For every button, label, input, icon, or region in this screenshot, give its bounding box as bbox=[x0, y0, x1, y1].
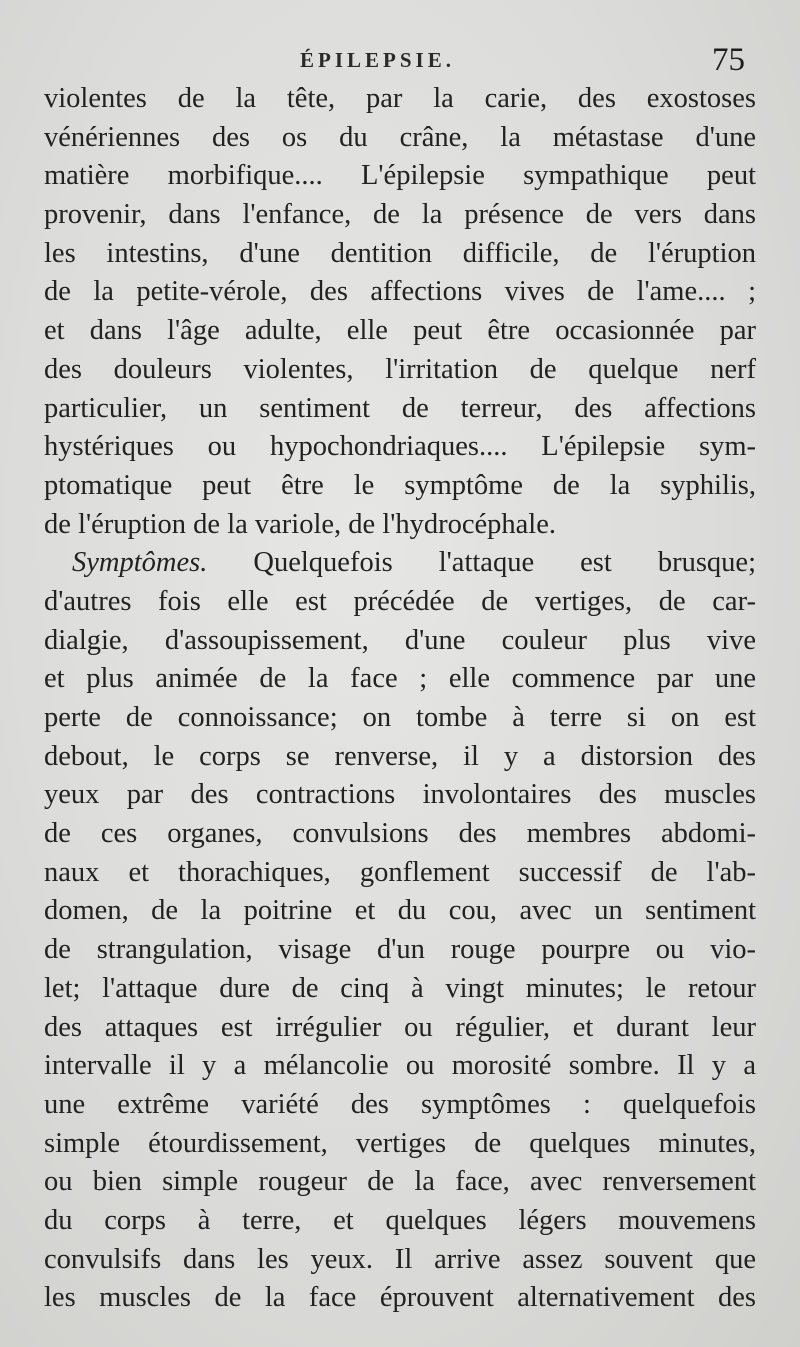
text-line: de l'éruption de la variole, de l'hydrocéphale. bbox=[44, 508, 556, 540]
running-title: ÉPILEPSIE. bbox=[300, 48, 455, 72]
text-fragment: Quelquefois l'attaque est brusque; bbox=[253, 547, 756, 579]
body-text bbox=[44, 80, 756, 1318]
text-line: de la petite-vérole, des affections vives de l'ame.... ; bbox=[44, 276, 756, 308]
text-line: une extrême variété des symptômes : quelquefois bbox=[44, 1088, 756, 1120]
text-line: les intestins, d'une dentition difficile, de l'éruption bbox=[44, 237, 756, 269]
text-line: let; l'attaque dure de cinq à vingt minutes; le retour bbox=[44, 972, 756, 1004]
text-line: des douleurs violentes, l'irritation de quelque nerf bbox=[44, 353, 756, 385]
text-line: matière morbifique.... L'épilepsie sympathique peut bbox=[44, 160, 756, 192]
text-line: de strangulation, visage d'un rouge pourpre ou vio- bbox=[44, 934, 756, 966]
text-line: d'autres fois elle est précédée de vertiges, de car- bbox=[44, 585, 756, 617]
text-line: violentes de la tête, par la carie, des exostoses bbox=[44, 83, 756, 114]
section-heading: Symptômes. bbox=[72, 547, 208, 579]
text-line: et plus animée de la face ; elle commence par une bbox=[44, 663, 756, 695]
text-line: simple étourdissement, vertiges de quelques minutes, bbox=[44, 1127, 756, 1159]
text-line: yeux par des contractions involontaires des muscles bbox=[44, 779, 756, 811]
text-line: des attaques est irrégulier ou régulier, et durant leur bbox=[44, 1011, 756, 1043]
text-line: debout, le corps se renverse, il y a distorsion des bbox=[44, 740, 756, 772]
text-line: du corps à terre, et quelques légers mouvemens bbox=[44, 1204, 756, 1236]
text-line: convulsifs dans les yeux. Il arrive assez souvent que bbox=[44, 1243, 756, 1275]
text-line: domen, de la poitrine et du cou, avec un sentiment bbox=[44, 895, 756, 927]
text-line: les muscles de la face éprouvent alternativement des bbox=[44, 1282, 756, 1314]
text-line: ou bien simple rougeur de la face, avec renversement bbox=[44, 1166, 756, 1198]
text-line: et dans l'âge adulte, elle peut être occasionnée par bbox=[44, 315, 756, 347]
section-first-line bbox=[44, 544, 756, 583]
text-line: de ces organes, convulsions des membres abdomi- bbox=[44, 818, 756, 850]
text-line: intervalle il y a mélancolie ou morosité sombre. Il y a bbox=[44, 1050, 756, 1082]
text-line: ptomatique peut être le symptôme de la syphilis, bbox=[44, 469, 756, 501]
text-line: dialgie, d'assoupissement, d'une couleur plus vive bbox=[44, 624, 756, 656]
text-line: vénériennes des os du crâne, la métastase d'une bbox=[44, 121, 756, 153]
text-line: particulier, un sentiment de terreur, des affections bbox=[44, 392, 756, 424]
text-line: naux et thorachiques, gonflement successif de l'ab- bbox=[44, 856, 756, 888]
page-number: 75 bbox=[712, 42, 745, 78]
page-header bbox=[0, 44, 800, 80]
text-line: hystériques ou hypochondriaques.... L'épilepsie sym- bbox=[44, 431, 756, 463]
text-line: perte de connoissance; on tombe à terre si on est bbox=[44, 702, 756, 733]
text-line: provenir, dans l'enfance, de la présence de vers dans bbox=[44, 199, 756, 231]
